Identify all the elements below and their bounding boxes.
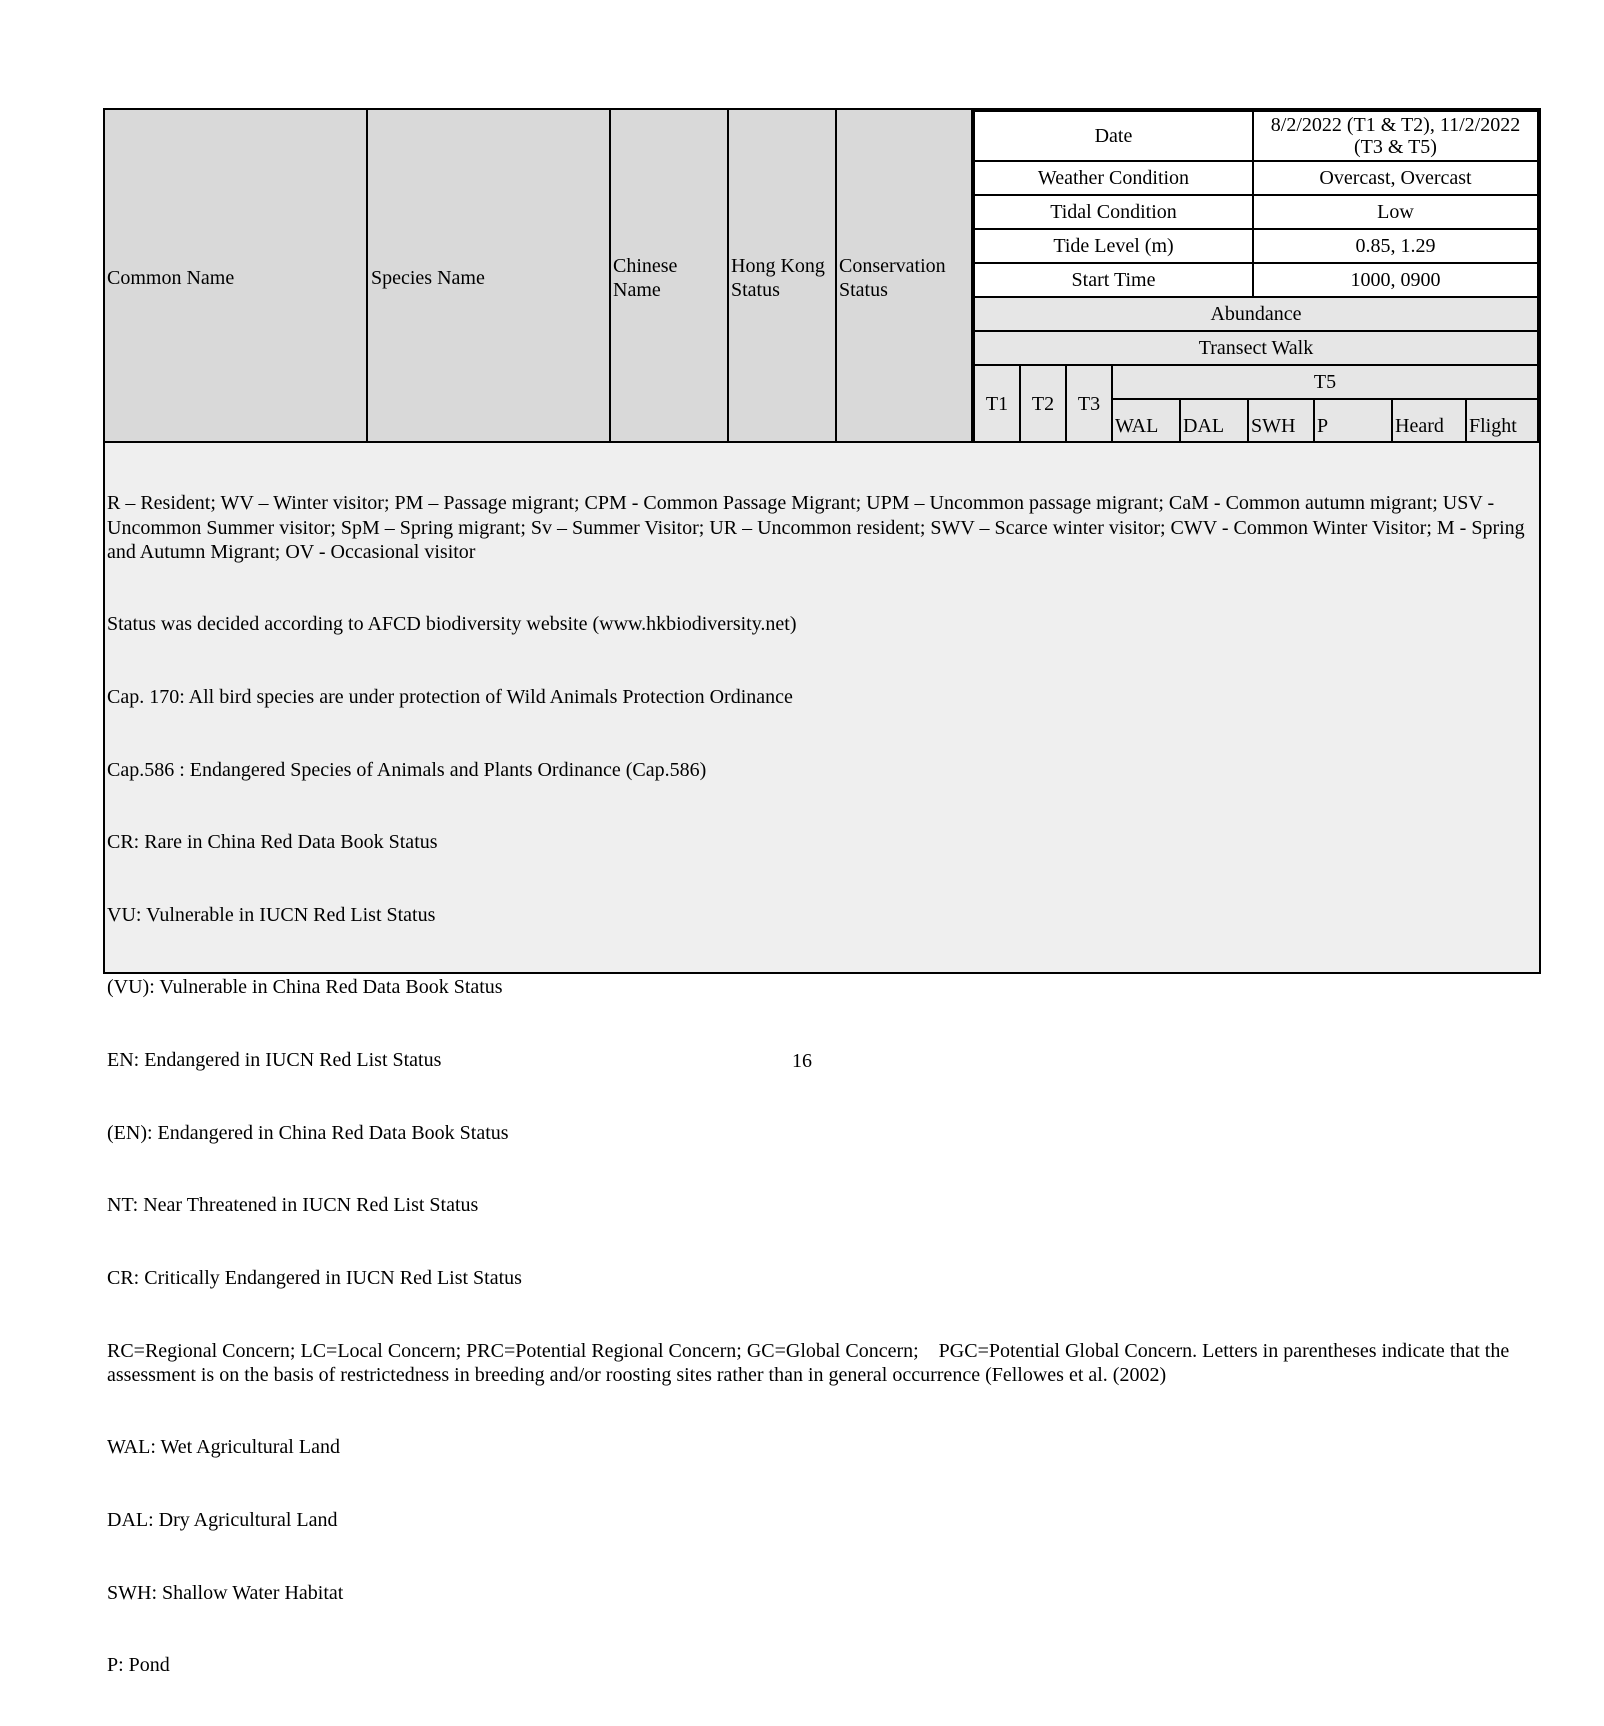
col-divider — [609, 110, 611, 443]
t5-col-heard: Heard — [1391, 398, 1467, 443]
weather-value: Overcast, Overcast — [1252, 160, 1539, 196]
start-time-value: 1000, 0900 — [1252, 262, 1539, 298]
page-number: 16 — [792, 1050, 812, 1072]
note-afcd: Status was decided according to AFCD biodiversity website (www.hkbiodiversity.net) — [107, 613, 797, 636]
note-wal: WAL: Wet Agricultural Land — [107, 1436, 340, 1459]
note-cap170: Cap. 170: All bird species are under protection of Wild Animals Protection Ordinance — [107, 686, 793, 709]
note-vu-china: (VU): Vulnerable in China Red Data Book Status — [107, 976, 503, 999]
t5-col-p: P — [1313, 398, 1393, 443]
note-status-codes: R – Resident; WV – Winter visitor; PM – Passage migrant; CPM - Common Passage Migrant; UPM – Uncommon passage migrant; CaM - Common autumn migrant; USV - Uncommon Summer visitor; SpM – Spring migrant; Sv – Summer Visitor; UR – Uncommon resident; SWV – Scarce winter visitor; CWV - Common Winter Visitor; M - Spring and Autumn Migrant; OV - Occasional visitor — [107, 492, 1530, 563]
note-en-iucn: EN: Endangered in IUCN Red List Status — [107, 1049, 442, 1072]
tide-level-value: 0.85, 1.29 — [1252, 228, 1539, 264]
note-cr-iucn: CR: Critically Endangered in IUCN Red List Status — [107, 1266, 522, 1289]
header-chinese-name: Chinese Name — [613, 255, 678, 301]
tide-level-label: Tide Level (m) — [973, 228, 1254, 264]
t5-col-swh: SWH — [1247, 398, 1315, 443]
note-vu-iucn: VU: Vulnerable in IUCN Red List Status — [107, 903, 436, 926]
note-cap586: Cap.586 : Endangered Species of Animals and Plants Ordinance (Cap.586) — [107, 758, 707, 781]
date-value: 8/2/2022 (T1 & T2), 11/2/2022 (T3 & T5) — [1252, 110, 1539, 162]
t5-col-wal: WAL — [1111, 398, 1181, 443]
note-swh: SWH: Shallow Water Habitat — [107, 1581, 344, 1604]
transect-t3: T3 — [1065, 364, 1113, 443]
note-dal: DAL: Dry Agricultural Land — [107, 1508, 338, 1531]
date-label: Date — [973, 110, 1254, 162]
t5-col-flight: Flight — [1465, 398, 1539, 443]
note-nt-iucn: NT: Near Threatened in IUCN Red List Status — [107, 1194, 479, 1217]
header-conservation-status: Conservation Status — [839, 255, 946, 301]
start-time-label: Start Time — [973, 262, 1254, 298]
note-pond: P: Pond — [107, 1654, 170, 1677]
transect-t1: T1 — [973, 364, 1021, 443]
survey-info — [973, 110, 1539, 443]
tidal-label: Tidal Condition — [973, 194, 1254, 230]
transect-t2: T2 — [1019, 364, 1067, 443]
header-common-name: Common Name — [107, 267, 235, 289]
tidal-value: Low — [1252, 194, 1539, 230]
transect-walk-header: Transect Walk — [973, 330, 1539, 366]
col-divider — [727, 110, 729, 443]
t5-col-dal: DAL — [1179, 398, 1249, 443]
weather-label: Weather Condition — [973, 160, 1254, 196]
header-species-name: Species Name — [371, 267, 485, 289]
legend-notes — [107, 443, 1537, 1726]
note-cr-china: CR: Rare in China Red Data Book Status — [107, 831, 438, 854]
col-divider — [366, 110, 368, 443]
note-concern-codes: RC=Regional Concern; LC=Local Concern; PRC=Potential Regional Concern; GC=Global Concern; PGC=Potential Global Concern. Letters in parentheses indicate that the assessment is on the basis of restrictedness in breeding and/or roosting sites rather than in general occurrence (Fellowes et al. (2002) — [107, 1339, 1515, 1386]
note-en-china: (EN): Endangered in China Red Data Book Status — [107, 1121, 509, 1144]
abundance-header: Abundance — [973, 296, 1539, 332]
header-hk-status: Hong Kong Status — [731, 255, 825, 301]
transect-t5: T5 — [1111, 364, 1539, 400]
